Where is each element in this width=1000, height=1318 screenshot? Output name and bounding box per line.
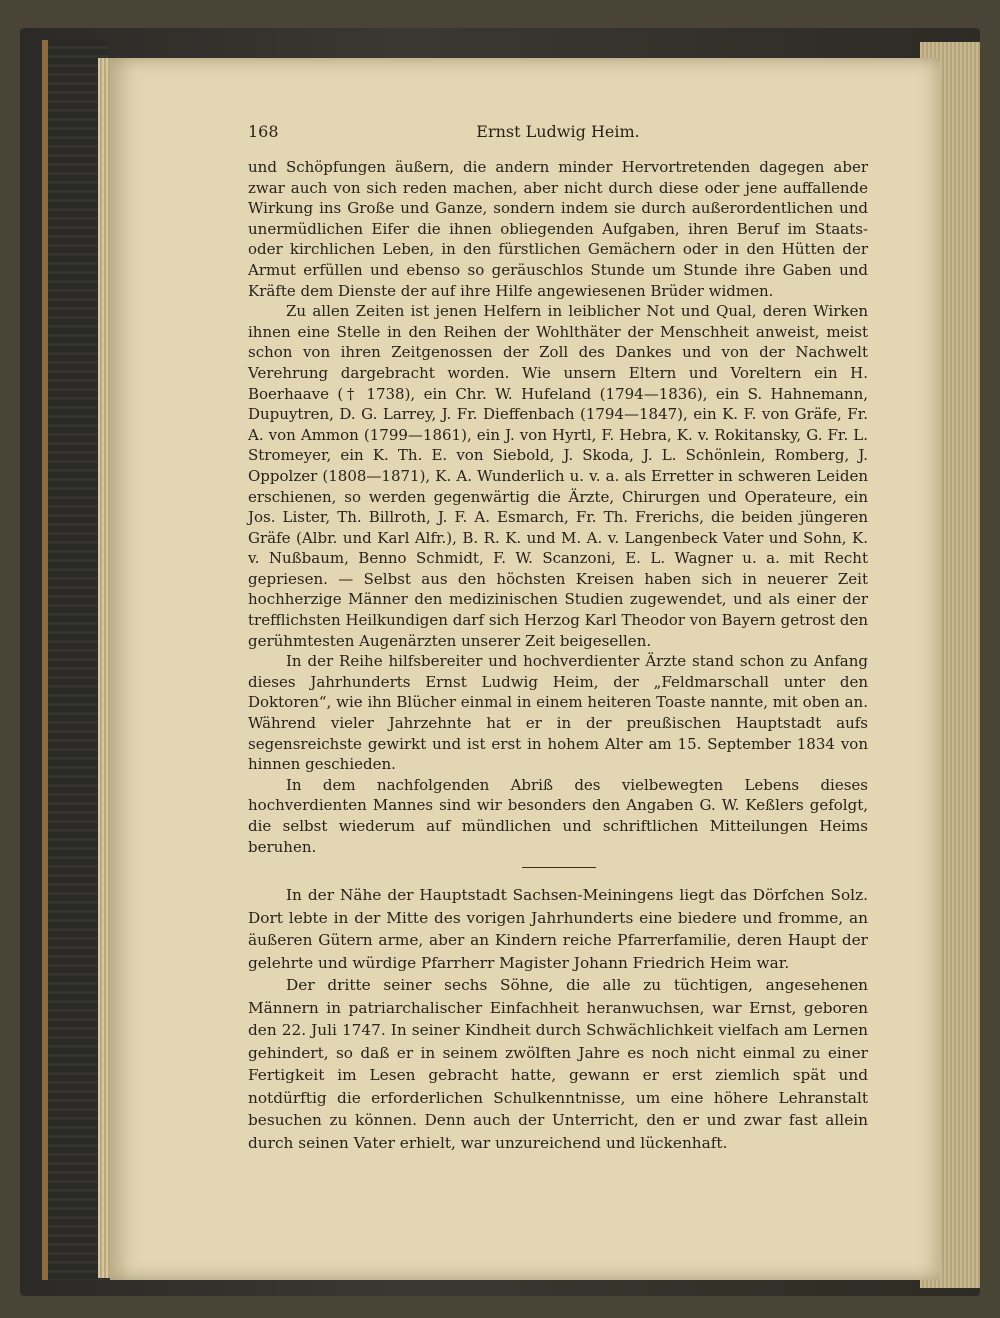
paragraph: In der Reihe hilfsbereiter und hochverdienter Ärzte stand schon zu Anfang dieses Jahrhunderts Ernst Ludwig Heim, der „Feldmarschall unter den Doktoren“, wie ihn Blücher einmal in einem heiteren Toaste nannte, mit oben an. Während vieler Jahrzehnte hat er in der preußischen Hauptstadt aufs segensreichste gewirkt und ist erst in hohem Alter am 15. September 1834 von hinnen geschieden. [248, 652, 868, 774]
page-number: 168 [248, 122, 279, 141]
body-text-section-1 [248, 157, 868, 857]
section-divider [522, 867, 596, 868]
paragraph: Zu allen Zeiten ist jenen Helfern in leiblicher Not und Qual, deren Wirken ihnen eine Stelle in den Reihen der Wohlthäter der Menschheit anweist, meist schon von ihren Zeitgenossen der Zoll des Dankes und von der Nachwelt Verehrung dargebracht worden. Wie unsern Eltern und Voreltern ein H. Boerhaave († 1738), ein Chr. W. Hufeland (1794—1836), ein S. Hahnemann, Dupuytren, D. G. Larrey, J. Fr. Dieffenbach (1794—1847), ein K. F. von Gräfe, Fr. A. von Ammon (1799—1861), ein J. von Hyrtl, F. Hebra, K. v. Rokitansky, G. Fr. L. Stromeyer, ein K. Th. E. von Siebold, J. Skoda, J. L. Schönlein, Romberg, J. Oppolzer (1808—1871), K. A. Wunderlich u. v. a. als Erretter in schweren Leiden erschienen, so werden gegenwärtig die Ärzte, Chirurgen und Operateure, ein Jos. Lister, Th. Billroth, J. F. A. Esmarch, Fr. Th. Frerichs, die beiden jüngeren Gräfe (Albr. und Karl Alfr.), B. R. K. und M. A. v. Langenbeck Vater und Sohn, K. v. Nußbaum, Benno Schmidt, F. W. Scanzoni, E. L. Wagner u. a. mit Recht gepriesen. — Selbst aus den höchsten Kreisen haben sich in neuerer Zeit hochherzige Männer den medizinischen Studien zugewendet, und als einer der trefflichsten Heilkundigen darf sich Herzog Karl Theodor von Bayern getrost den gerühmtesten Augenärzten unserer Zeit beigesellen. [248, 302, 868, 650]
paragraph: und Schöpfungen äußern, die andern minder Hervortretenden dagegen aber zwar auch von sich reden machen, aber nicht durch diese oder jene auffallende Wirkung ins Große und Ganze, sondern indem sie durch außerordentlichen und unermüdlichen Eifer die ihnen obliegenden Aufgaben, ihren Beruf im Staats- oder kirchlichen Leben, in den fürstlichen Gemächern oder in den Hütten der Armut erfüllen und ebenso so geräuschlos Stunde um Stunde ihre Gaben und Kräfte dem Dienste der auf ihre Hilfe angewiesenen Brüder widmen. [248, 158, 868, 300]
paragraph: In dem nachfolgenden Abriß des vielbewegten Lebens dieses hochverdienten Mannes sind wir besonders den Angaben G. W. Keßlers gefolgt, die selbst wiederum auf mündlichen und schriftlichen Mitteilungen Heims beruhen. [248, 775, 868, 856]
paragraph: Der dritte seiner sechs Söhne, die alle zu tüchtigen, angesehenen Männern in patriarchalischer Einfachheit heranwuchsen, war Ernst, geboren den 22. Juli 1747. In seiner Kindheit durch Schwächlichkeit vielfach am Lernen gehindert, so daß er in seinem zwölften Jahre es noch nicht einmal zu einer Fertigkeit im Lesen gebracht hatte, gewann er erst ziemlich spät und notdürftig die erforderlichen Schulkenntnisse, um eine höhere Lehranstalt besuchen zu können. Denn auch der Unterricht, den er und zwar fast allein durch seinen Vater erhielt, war unzureichend und lückenhaft. [248, 976, 868, 1152]
body-text-section-2 [248, 884, 868, 1154]
running-title: Ernst Ludwig Heim. [476, 122, 640, 141]
running-header [248, 122, 868, 146]
paragraph: In der Nähe der Hauptstadt Sachsen-Meiningens liegt das Dörfchen Solz. Dort lebte in der Mitte des vorigen Jahrhunderts eine biedere und fromme, an äußeren Gütern arme, aber an Kindern reiche Pfarrerfamilie, deren Haupt der gelehrte und würdige Pfarrherr Magister Johann Friedrich Heim war. [248, 886, 868, 972]
